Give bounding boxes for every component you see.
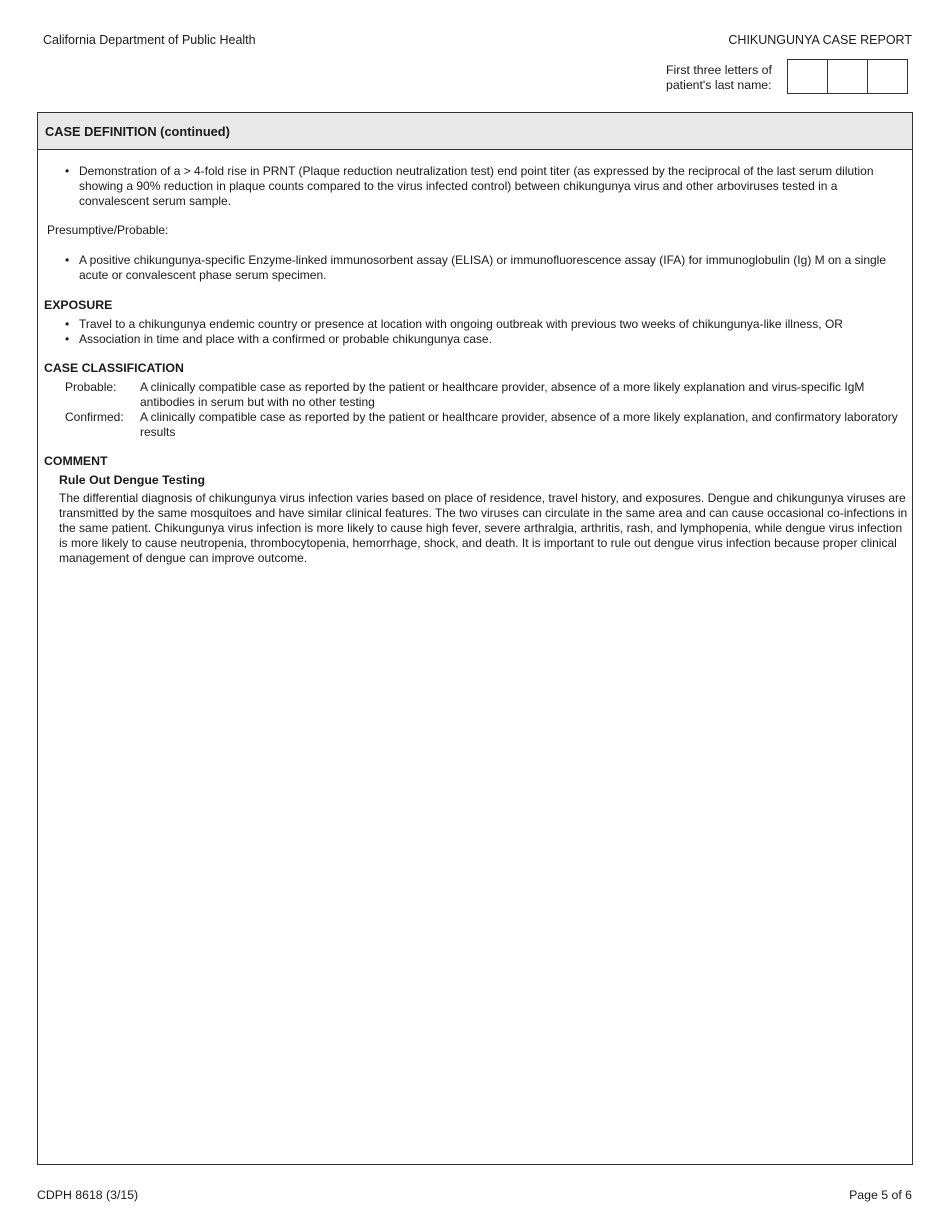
agency-name: California Department of Public Health [43, 33, 256, 47]
initials-boxes [787, 59, 908, 94]
presumptive-criteria-list [65, 253, 908, 283]
comment-title: COMMENT [44, 454, 108, 468]
section-title: CASE DEFINITION (continued) [38, 113, 912, 150]
initials-label [666, 63, 772, 93]
list-item: • Association in time and place with a confirmed or probable chikungunya case. [65, 332, 908, 347]
list-item: • Demonstration of a > 4-fold rise in PRNT (Plaque reduction neutralization test) end point titer (as expressed by the reciprocal of the last serum dilution showing a 90% reduction in plaque counts compared to the virus infected control) between chikungunya virus and other arboviruses tested in a convalescent serum sample. [65, 164, 908, 209]
classification-label: Probable: [65, 380, 117, 394]
initial-letter-3-input[interactable] [867, 59, 908, 94]
classification-label: Confirmed: [65, 410, 124, 424]
initials-label-line2: patient's last name: [666, 78, 772, 92]
list-item: • Travel to a chikungunya endemic country or presence at location with ongoing outbreak with previous two weeks of chikungunya-like illness, OR [65, 317, 908, 332]
exposure-list [65, 317, 908, 347]
classification-text: A clinically compatible case as reported by the patient or healthcare provider, absence of a more likely explanation and virus-specific IgM antibodies in serum but with no other testing [140, 380, 865, 409]
case-definition-section [37, 112, 913, 1165]
confirmed-criteria-list [65, 164, 908, 209]
case-classification-title: CASE CLASSIFICATION [44, 361, 184, 375]
classification-text: A clinically compatible case as reported by the patient or healthcare provider, absence of a more likely explanation, and confirmatory laboratory results [140, 410, 898, 439]
list-item: • A positive chikungunya-specific Enzyme-linked immunosorbent assay (ELISA) or immunofluorescence assay (IFA) for immunoglobulin (Ig) M on a single acute or convalescent phase serum specimen. [65, 253, 908, 283]
report-title: CHIKUNGUNYA CASE REPORT [728, 33, 912, 47]
exposure-title: EXPOSURE [44, 298, 113, 312]
initial-letter-1-input[interactable] [787, 59, 828, 94]
comment-subtitle: Rule Out Dengue Testing [59, 473, 205, 487]
comment-body: The differential diagnosis of chikungunya virus infection varies based on place of residence, travel history, and exposures. Dengue and chikungunya viruses are transmitted by the same mosquitoes and have similar clinical features. The two viruses can circulate in the same area and can cause occasional co-infections in the same patient. Chikungunya virus infection is more likely to cause high fever, severe arthralgia, arthritis, rash, and lymphopenia, while dengue virus infection is more likely to cause neutropenia, thrombocytopenia, hemorrhage, shock, and death. It is important to rule out dengue virus infection because proper clinical management of dengue can improve outcome. [59, 491, 908, 565]
page-number: Page 5 of 6 [849, 1188, 912, 1202]
form-id: CDPH 8618 (3/15) [37, 1188, 139, 1202]
presumptive-label: Presumptive/Probable: [47, 223, 169, 237]
initials-label-line1: First three letters of [666, 63, 772, 77]
initial-letter-2-input[interactable] [827, 59, 868, 94]
